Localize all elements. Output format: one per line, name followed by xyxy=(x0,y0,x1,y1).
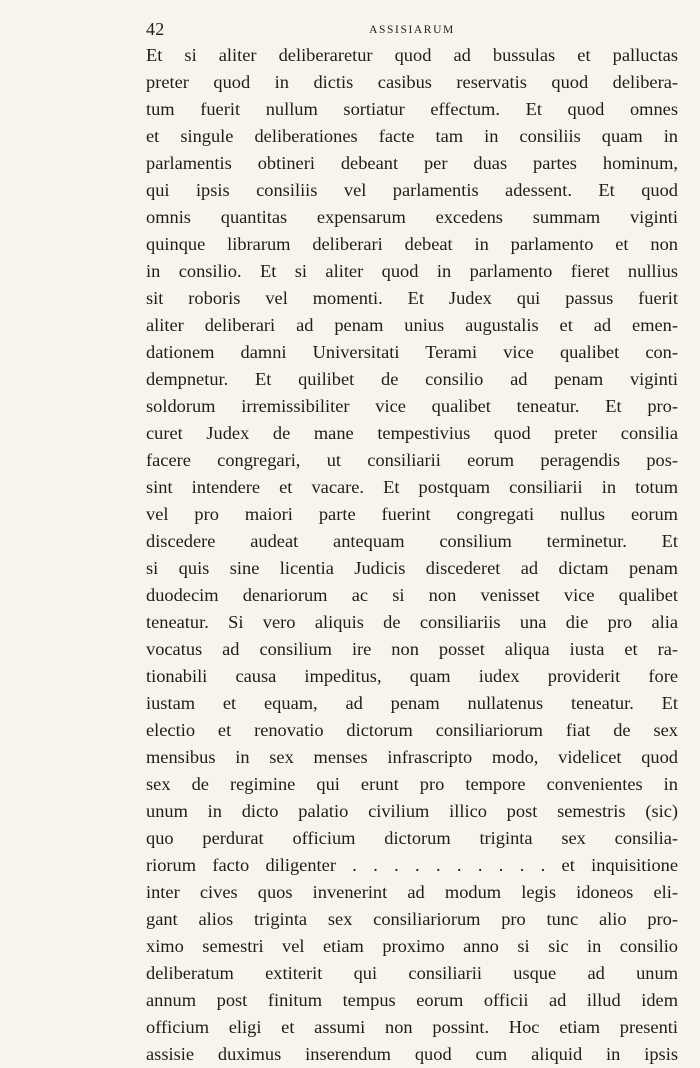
text-line: sit roboris vel momenti. Et Judex qui passus fuerit xyxy=(146,288,678,308)
text-line: riorum facto diligenter . . . . . . . . . . et inquisitione xyxy=(146,855,678,875)
text-line: teneatur. Si vero aliquis de consiliariis una die pro alia xyxy=(146,612,678,632)
text-line: tum fuerit nullum sortiatur effectum. Et quod omnes xyxy=(146,99,678,119)
text-line: vel pro maiori parte fuerint congregati nullus eorum xyxy=(146,504,678,524)
text-line: vocatus ad consilium ire non posset aliqua iusta et ra- xyxy=(146,639,678,659)
text-line: et singule deliberationes facte tam in consiliis quam in xyxy=(146,126,678,146)
text-line: mensibus in sex menses infrascripto modo, videlicet quod xyxy=(146,747,678,767)
text-line: Et si aliter deliberaretur quod ad bussulas et palluctas xyxy=(146,45,678,65)
text-line: officium eligi et assumi non possint. Hoc etiam presenti xyxy=(146,1017,678,1037)
text-line: quo perdurat officium dictorum triginta sex consilia- xyxy=(146,828,678,848)
text-line: electio et renovatio dictorum consiliariorum fiat de sex xyxy=(146,720,678,740)
text-line: duodecim denariorum ac si non venisset vice qualibet xyxy=(146,585,678,605)
text-line: discedere audeat antequam consilium terminetur. Et xyxy=(146,531,678,551)
text-line: si quis sine licentia Judicis discederet ad dictam penam xyxy=(146,558,678,578)
text-line: unum in dicto palatio civilium illico post semestris (sic) xyxy=(146,801,678,821)
page-header xyxy=(146,17,678,41)
text-line: omnis quantitas expensarum excedens summam viginti xyxy=(146,207,678,227)
text-line: annum post finitum tempus eorum officii ad illud idem xyxy=(146,990,678,1010)
text-line: aliter deliberari ad penam unius augustalis et ad emen- xyxy=(146,315,678,335)
text-line: assisie duximus inserendum quod cum aliquid in ipsis xyxy=(146,1044,678,1064)
text-line: soldorum irremissibiliter vice qualibet teneatur. Et pro- xyxy=(146,396,678,416)
text-line: sex de regimine qui erunt pro tempore convenientes in xyxy=(146,774,678,794)
text-line: preter quod in dictis casibus reservatis quod delibera- xyxy=(146,72,678,92)
text-line: gant alios triginta sex consiliariorum pro tunc alio pro- xyxy=(146,909,678,929)
text-line: tionabili causa impeditus, quam iudex providerit fore xyxy=(146,666,678,686)
text-line: facere congregari, ut consiliarii eorum peragendis pos- xyxy=(146,450,678,470)
text-line: qui ipsis consiliis vel parlamentis adessent. Et quod xyxy=(146,180,678,200)
text-line: dempnetur. Et quilibet de consilio ad penam viginti xyxy=(146,369,678,389)
text-line: parlamentis obtineri debeant per duas partes hominum, xyxy=(146,153,678,173)
page-number: 42 xyxy=(146,19,165,39)
text-line: iustam et equam, ad penam nullatenus teneatur. Et xyxy=(146,693,678,713)
text-line: inter cives quos invenerint ad modum legis idoneos eli- xyxy=(146,882,678,902)
running-head: ASSISIARUM xyxy=(369,24,455,36)
text-line: deliberatum extiterit qui consiliarii usque ad unum xyxy=(146,963,678,983)
text-line: sint intendere et vacare. Et postquam consiliarii in totum xyxy=(146,477,678,497)
text-line: dationem damni Universitati Terami vice qualibet con- xyxy=(146,342,678,362)
text-line: curet Judex de mane tempestivius quod preter consilia xyxy=(146,423,678,443)
body-text xyxy=(146,42,678,1068)
text-line: ximo semestri vel etiam proximo anno si sic in consilio xyxy=(146,936,678,956)
text-line: quinque librarum deliberari debeat in parlamento et non xyxy=(146,234,678,254)
text-line: in consilio. Et si aliter quod in parlamento fieret nullius xyxy=(146,261,678,281)
